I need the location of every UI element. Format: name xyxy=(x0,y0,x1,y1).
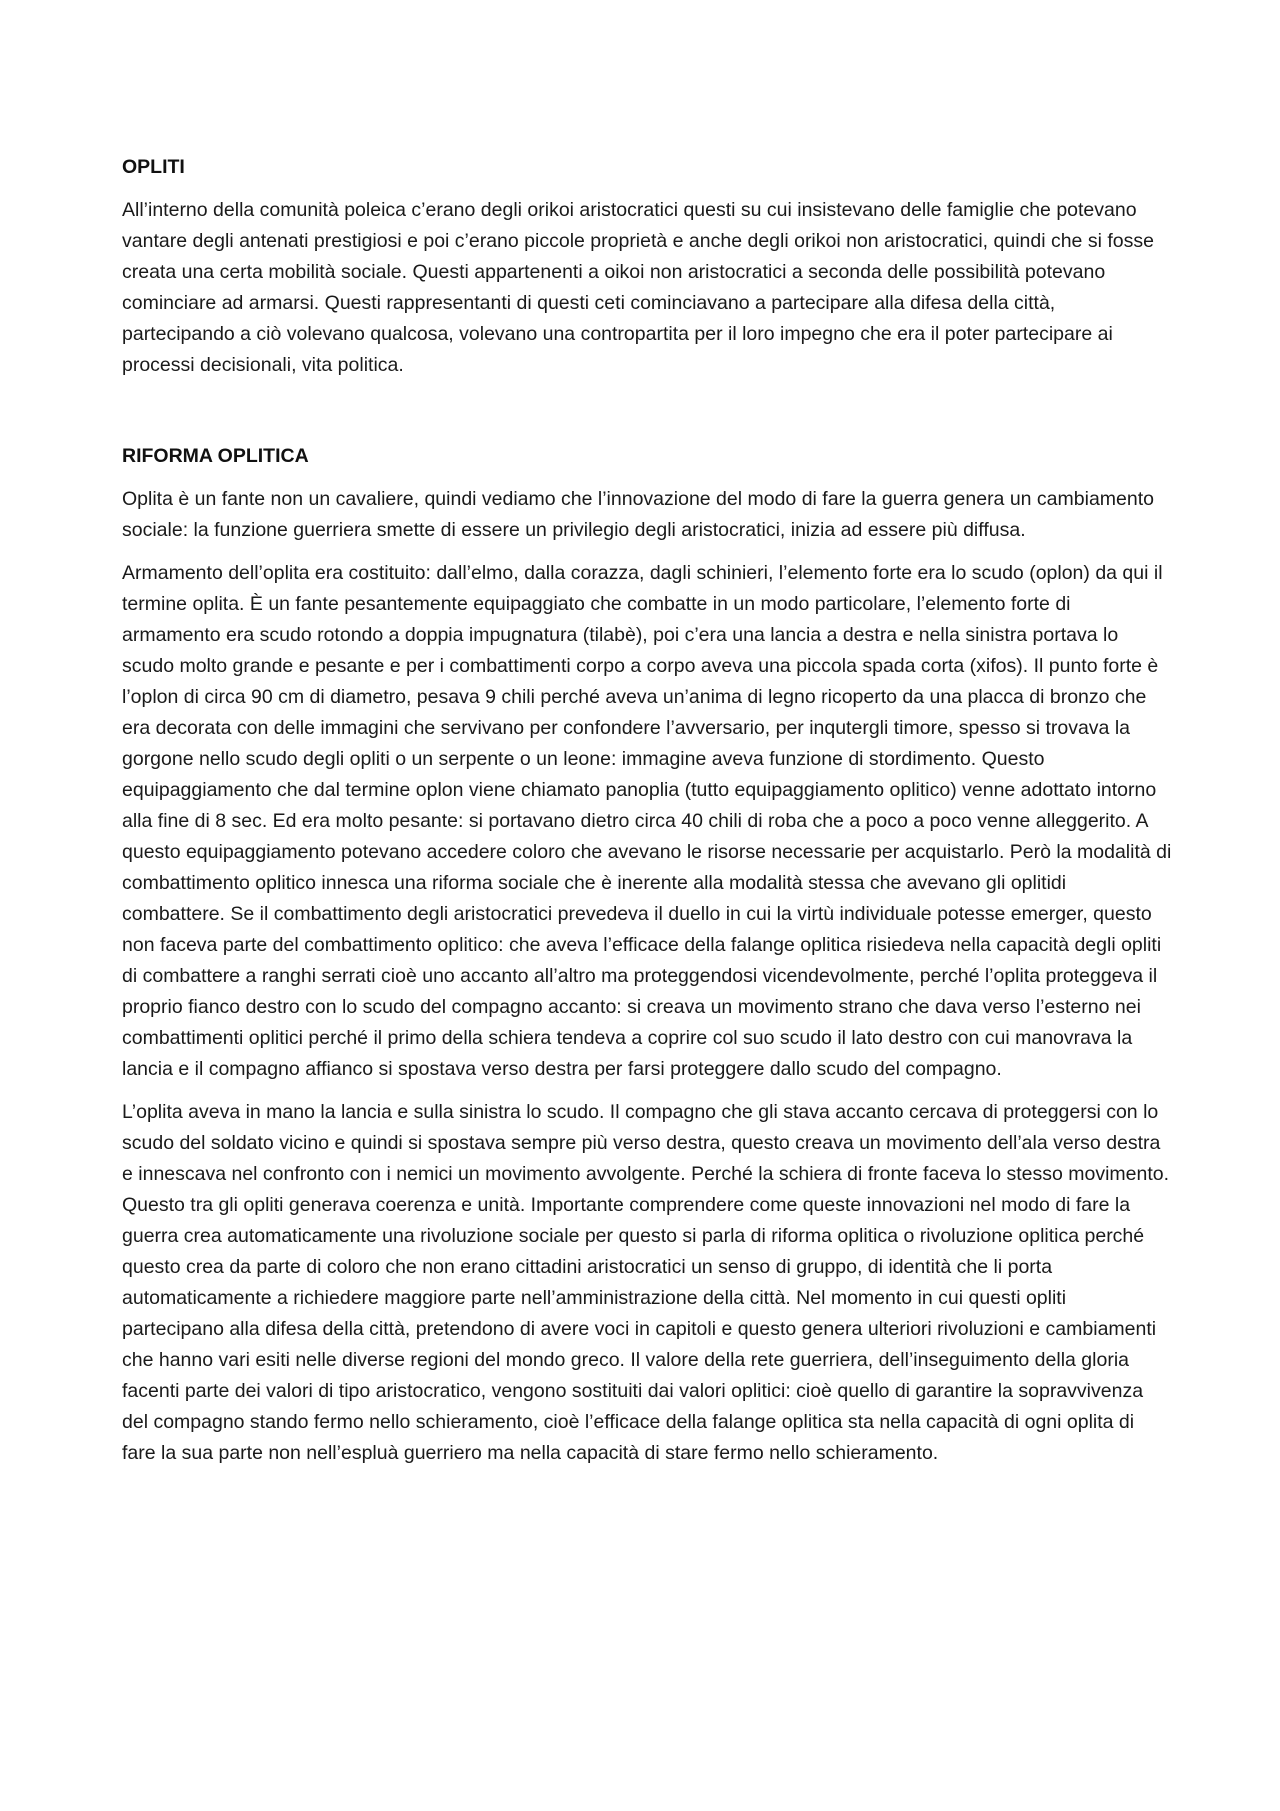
paragraph: L’oplita aveva in mano la lancia e sulla sinistra lo scudo. Il compagno che gli stava accanto cercava di proteggersi con lo scudo del soldato vicino e quindi si spostava sempre più verso destra, questo creava un movimento dell’ala verso destra e innescava nel confronto con i nemici un movimento avvolgente. Perché la schiera di fronte faceva lo stesso movimento. Questo tra gli opliti generava coerenza e unità. Importante comprendere come queste innovazioni nel modo di fare la guerra crea automaticamente una rivoluzione sociale per questo si parla di riforma oplitica o rivoluzione oplitica perché questo crea da parte di coloro che non erano cittadini aristocratici un senso di gruppo, di identità che li porta automaticamente a richiedere maggiore parte nell’amministrazione della città. Nel momento in cui questi opliti partecipano alla difesa della città, pretendono di avere voci in capitoli e questo genera ulteriori rivoluzioni e cambiamenti che hanno vari esiti nelle diverse regioni del mondo greco. Il valore della rete guerriera, dell’inseguimento della gloria facenti parte dei valori di tipo aristocratico, vengono sostituiti dai valori oplitici: cioè quello di garantire la sopravvivenza del compagno stando fermo nello schieramento, cioè l’efficace della falange oplitica sta nella capacità di ogni oplita di fare la sua parte non nell’espluà guerriero ma nella capacità di stare fermo nello schieramento. xyxy=(122,1101,1170,1464)
section-spacer xyxy=(122,393,1172,441)
paragraph: Oplita è un fante non un cavaliere, quindi vediamo che l’innovazione del modo di fare la guerra genera un cambiamento sociale: la funzione guerriera smette di essere un privilegio degli aristocratici, inizia ad essere più diffusa. xyxy=(122,488,1154,541)
section-heading: RIFORMA OPLITICA xyxy=(122,445,309,467)
paragraph: All’interno della comunità poleica c’erano degli orikoi aristocratici questi su cui insistevano delle famiglie che potevano vantare degli antenati prestigiosi e poi c’erano piccole proprietà e anche degli orikoi non aristocratici, quindi che si fosse creata una certa mobilità sociale. Questi appartenenti a oikoi non aristocratici a seconda delle possibilità potevano cominciare ad armarsi. Questi rappresentanti di questi ceti cominciavano a partecipare alla difesa della città, partecipando a ciò volevano qualcosa, volevano una contropartita per il loro impegno che era il poter partecipare ai processi decisionali, vita politica. xyxy=(122,199,1154,376)
section-opliti xyxy=(122,152,1172,381)
document-body xyxy=(122,152,1172,1481)
section-heading: OPLITI xyxy=(122,156,185,178)
paragraph: Armamento dell’oplita era costituito: dall’elmo, dalla corazza, dagli schinieri, l’elemento forte era lo scudo (oplon) da qui il termine oplita. È un fante pesantemente equipaggiato che combatte in un modo particolare, l’elemento forte di armamento era scudo rotondo a doppia impugnatura (tilabè), poi c’era una lancia a destra e nella sinistra portava lo scudo molto grande e pesante e per i combattimenti corpo a corpo aveva una piccola spada corta (xifos). Il punto forte è l’oplon di circa 90 cm di diametro, pesava 9 chili perché aveva un’anima di legno ricoperto da una placca di bronzo che era decorata con delle immagini che servivano per confondere l’avversario, per inqutergli timore, spesso si trovava la gorgone nello scudo degli opliti o un serpente o un leone: immagine aveva funzione di stordimento. Questo equipaggiamento che dal termine oplon viene chiamato panoplia (tutto equipaggiamento oplitico) venne adottato intorno alla fine di 8 sec. Ed era molto pesante: si portavano dietro circa 40 chili di roba che a poco a poco venne alleggerito. A questo equipaggiamento potevano accedere coloro che avevano le risorse necessarie per acquistarlo. Però la modalità di combattimento oplitico innesca una riforma sociale che è inerente alla modalità stessa che avevano gli oplitidi combattere. Se il combattimento degli aristocratici prevedeva il duello in cui la virtù individuale potesse emerger, questo non faceva parte del combattimento oplitico: che aveva l’efficace della falange oplitica risiedeva nella capacità degli opliti di combattere a ranghi serrati cioè uno accanto all’altro ma proteggendosi vicendevolmente, perché l’oplita proteggeva il proprio fianco destro con lo scudo del compagno accanto: si creava un movimento strano che dava verso l’esterno nei combattimenti oplitici perché il primo della schiera tendeva a coprire col suo scudo il lato destro con cui manovrava la lancia e il compagno affianco si spostava verso destra per farsi proteggere dallo scudo del compagno. xyxy=(122,562,1172,1080)
section-riforma-oplitica xyxy=(122,441,1172,1469)
